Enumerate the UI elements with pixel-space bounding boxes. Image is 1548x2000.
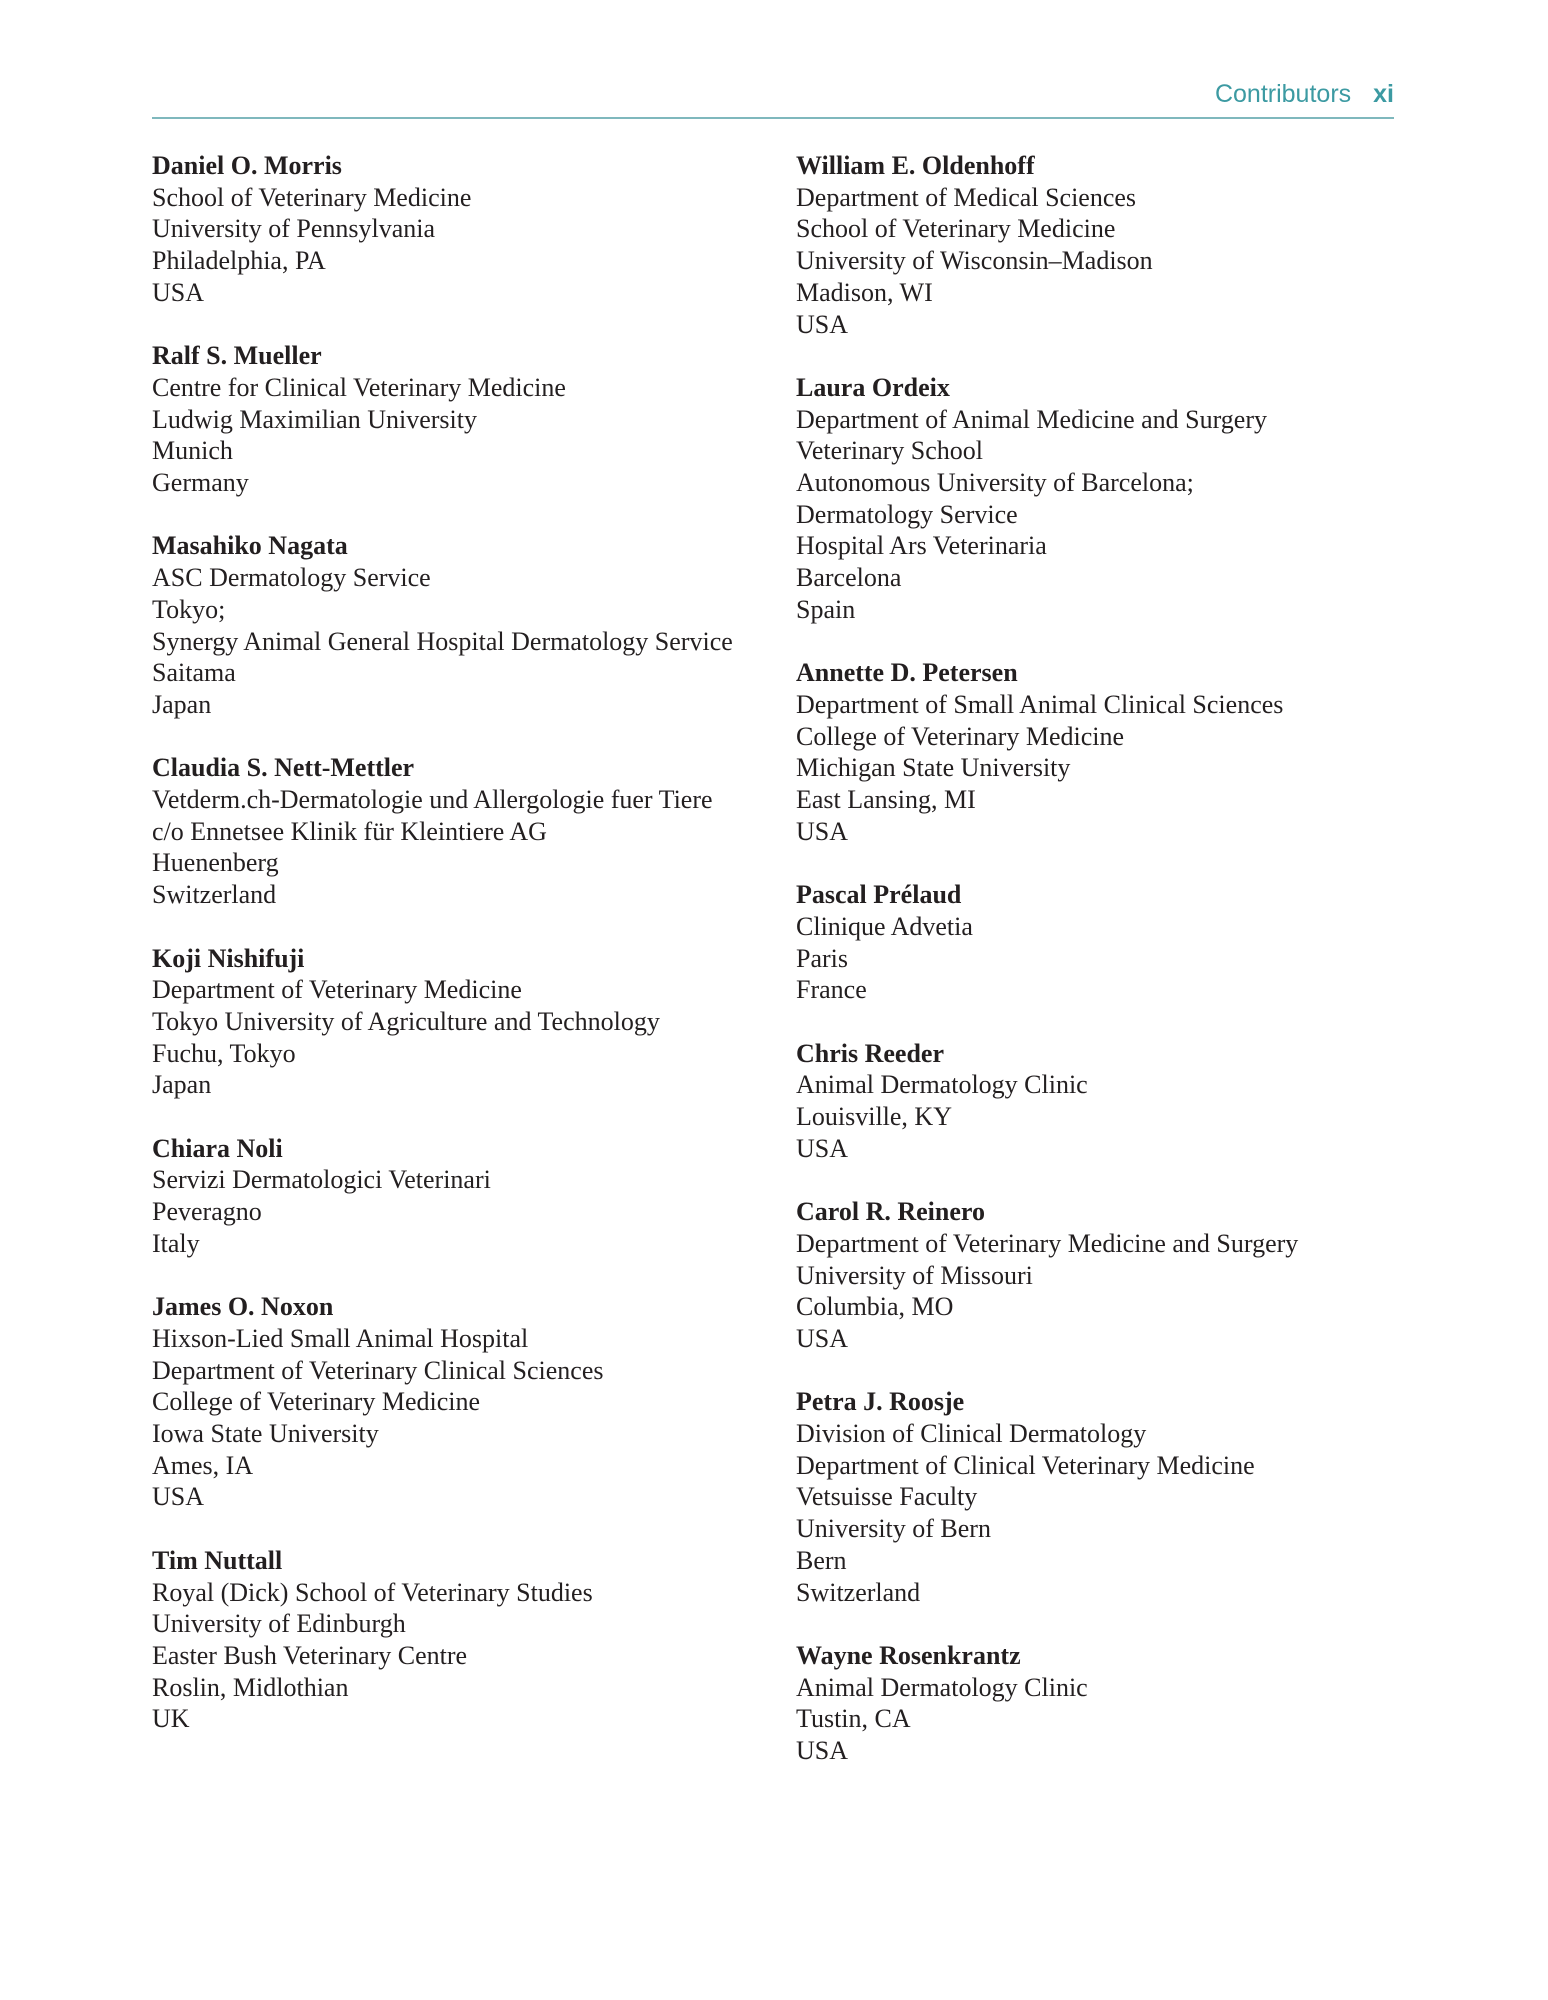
- affiliation-line: Paris: [796, 943, 848, 973]
- contributor-name: Laura Ordeix: [796, 372, 950, 402]
- affiliation-line: USA: [796, 309, 849, 339]
- affiliation-line: Servizi Dermatologici Veterinari: [152, 1165, 491, 1195]
- running-head-section: Contributors: [1214, 80, 1352, 108]
- contributor-entry: [152, 340, 772, 499]
- contributor-entry: [152, 752, 772, 911]
- affiliation-line: Saitama: [152, 658, 236, 688]
- affiliation-line: Germany: [152, 468, 249, 498]
- contributor-entry: [796, 372, 1416, 626]
- affiliation-line: Division of Clinical Dermatology: [796, 1419, 1147, 1449]
- contributor-entry: [796, 1640, 1416, 1767]
- contributor-name: Wayne Rosenkrantz: [796, 1640, 1021, 1670]
- affiliation-line: Barcelona: [796, 563, 902, 593]
- affiliation-line: Veterinary School: [796, 436, 984, 466]
- affiliation-line: Louisville, KY: [796, 1102, 952, 1132]
- affiliation-line: Vetsuisse Faculty: [796, 1482, 978, 1512]
- affiliation-line: USA: [796, 1133, 849, 1163]
- affiliation-line: Fuchu, Tokyo: [152, 1038, 296, 1068]
- affiliation-line: USA: [152, 277, 205, 307]
- affiliation-line: USA: [796, 816, 849, 846]
- affiliation-line: Royal (Dick) School of Veterinary Studies: [152, 1577, 593, 1607]
- contributor-entry: [796, 879, 1416, 1006]
- affiliation-line: University of Pennsylvania: [152, 214, 436, 244]
- affiliation-line: Switzerland: [152, 880, 277, 910]
- contributor-name: Petra J. Roosje: [796, 1387, 965, 1417]
- header-rule: [152, 117, 1394, 119]
- affiliation-line: Roslin, Midlothian: [152, 1672, 349, 1702]
- affiliation-line: Easter Bush Veterinary Centre: [152, 1640, 468, 1670]
- affiliation-line: USA: [152, 1482, 205, 1512]
- affiliation-line: Clinique Advetia: [796, 911, 973, 941]
- affiliation-line: Tustin, CA: [796, 1704, 911, 1734]
- affiliation-line: Autonomous University of Barcelona;: [796, 468, 1194, 498]
- affiliation-line: East Lansing, MI: [796, 785, 976, 815]
- affiliation-line: Centre for Clinical Veterinary Medicine: [152, 372, 566, 402]
- affiliation-line: Japan: [152, 689, 212, 719]
- affiliation-line: Synergy Animal General Hospital Dermatology Service: [152, 626, 733, 656]
- contributor-entry: [796, 1038, 1416, 1165]
- affiliation-line: Ludwig Maximilian University: [152, 404, 477, 434]
- affiliation-line: Department of Animal Medicine and Surgery: [796, 404, 1268, 434]
- left-column: [152, 150, 772, 1767]
- affiliation-line: UK: [152, 1704, 190, 1734]
- right-column: [796, 150, 1416, 1798]
- affiliation-line: University of Wisconsin–Madison: [796, 246, 1153, 276]
- affiliation-line: Department of Veterinary Clinical Sciences: [152, 1355, 604, 1385]
- contributor-entry: [152, 530, 772, 720]
- affiliation-line: Madison, WI: [796, 277, 933, 307]
- affiliation-line: University of Bern: [796, 1514, 991, 1544]
- affiliation-line: Munich: [152, 436, 233, 466]
- affiliation-line: Bern: [796, 1545, 847, 1575]
- contributor-name: Claudia S. Nett-Mettler: [152, 753, 415, 783]
- affiliation-line: Vetderm.ch-Dermatologie und Allergologie fuer Tiere: [152, 785, 713, 815]
- affiliation-line: Department of Veterinary Medicine and Surgery: [796, 1228, 1299, 1258]
- contributor-name: Carol R. Reinero: [796, 1197, 985, 1227]
- affiliation-line: Huenenberg: [152, 848, 279, 878]
- contributor-name: Tim Nuttall: [152, 1545, 283, 1575]
- contributor-entry: [152, 943, 772, 1102]
- affiliation-line: Animal Dermatology Clinic: [796, 1070, 1088, 1100]
- affiliation-line: College of Veterinary Medicine: [152, 1387, 481, 1417]
- affiliation-line: Spain: [796, 594, 856, 624]
- affiliation-line: Peveragno: [152, 1197, 262, 1227]
- affiliation-line: Department of Veterinary Medicine: [152, 975, 522, 1005]
- affiliation-line: USA: [796, 1323, 849, 1353]
- affiliation-line: Columbia, MO: [796, 1292, 954, 1322]
- contributor-entry: [796, 150, 1416, 340]
- affiliation-line: France: [796, 975, 867, 1005]
- contributor-name: Chiara Noli: [152, 1133, 283, 1163]
- affiliation-line: School of Veterinary Medicine: [152, 182, 472, 212]
- contributor-name: Chris Reeder: [796, 1038, 945, 1068]
- affiliation-line: Department of Clinical Veterinary Medicine: [796, 1450, 1255, 1480]
- affiliation-line: School of Veterinary Medicine: [796, 214, 1116, 244]
- contributor-name: Daniel O. Morris: [152, 151, 342, 180]
- affiliation-line: Hixson-Lied Small Animal Hospital: [152, 1323, 529, 1353]
- affiliation-line: ASC Dermatology Service: [152, 563, 431, 593]
- affiliation-line: Tokyo;: [152, 594, 226, 624]
- contributor-name: William E. Oldenhoff: [796, 151, 1035, 180]
- contributor-name: Pascal Prélaud: [796, 880, 962, 910]
- contributor-name: Annette D. Petersen: [796, 658, 1018, 688]
- affiliation-line: Animal Dermatology Clinic: [796, 1672, 1088, 1702]
- affiliation-line: Philadelphia, PA: [152, 246, 326, 276]
- contributor-entry: [152, 1133, 772, 1260]
- contributor-entry: [152, 1291, 772, 1513]
- affiliation-line: University of Missouri: [796, 1260, 1033, 1290]
- contributor-name: Masahiko Nagata: [152, 531, 348, 561]
- affiliation-line: Hospital Ars Veterinaria: [796, 531, 1047, 561]
- affiliation-line: Dermatology Service: [796, 499, 1018, 529]
- contributor-entry: [152, 150, 772, 309]
- page-number: xi: [1373, 80, 1394, 108]
- affiliation-line: Ames, IA: [152, 1450, 254, 1480]
- contributor-name: Koji Nishifuji: [152, 943, 305, 973]
- affiliation-line: College of Veterinary Medicine: [796, 721, 1125, 751]
- affiliation-line: Tokyo University of Agriculture and Technology: [152, 1006, 660, 1036]
- running-head: [1215, 78, 1394, 110]
- affiliation-line: Department of Small Animal Clinical Sciences: [796, 689, 1284, 719]
- contributor-name: James O. Noxon: [152, 1292, 334, 1322]
- affiliation-line: Japan: [152, 1070, 212, 1100]
- affiliation-line: Switzerland: [796, 1577, 921, 1607]
- affiliation-line: c/o Ennetsee Klinik für Kleintiere AG: [152, 816, 547, 846]
- affiliation-line: Department of Medical Sciences: [796, 182, 1137, 212]
- contributor-entry: [796, 657, 1416, 847]
- affiliation-line: Iowa State University: [152, 1419, 379, 1449]
- contributor-entry: [796, 1386, 1416, 1608]
- contributor-entry: [796, 1196, 1416, 1355]
- affiliation-line: USA: [796, 1736, 849, 1766]
- affiliation-line: Italy: [152, 1228, 200, 1258]
- affiliation-line: Michigan State University: [796, 753, 1071, 783]
- contributor-name: Ralf S. Mueller: [152, 341, 322, 371]
- affiliation-line: University of Edinburgh: [152, 1609, 406, 1639]
- contributor-entry: [152, 1545, 772, 1735]
